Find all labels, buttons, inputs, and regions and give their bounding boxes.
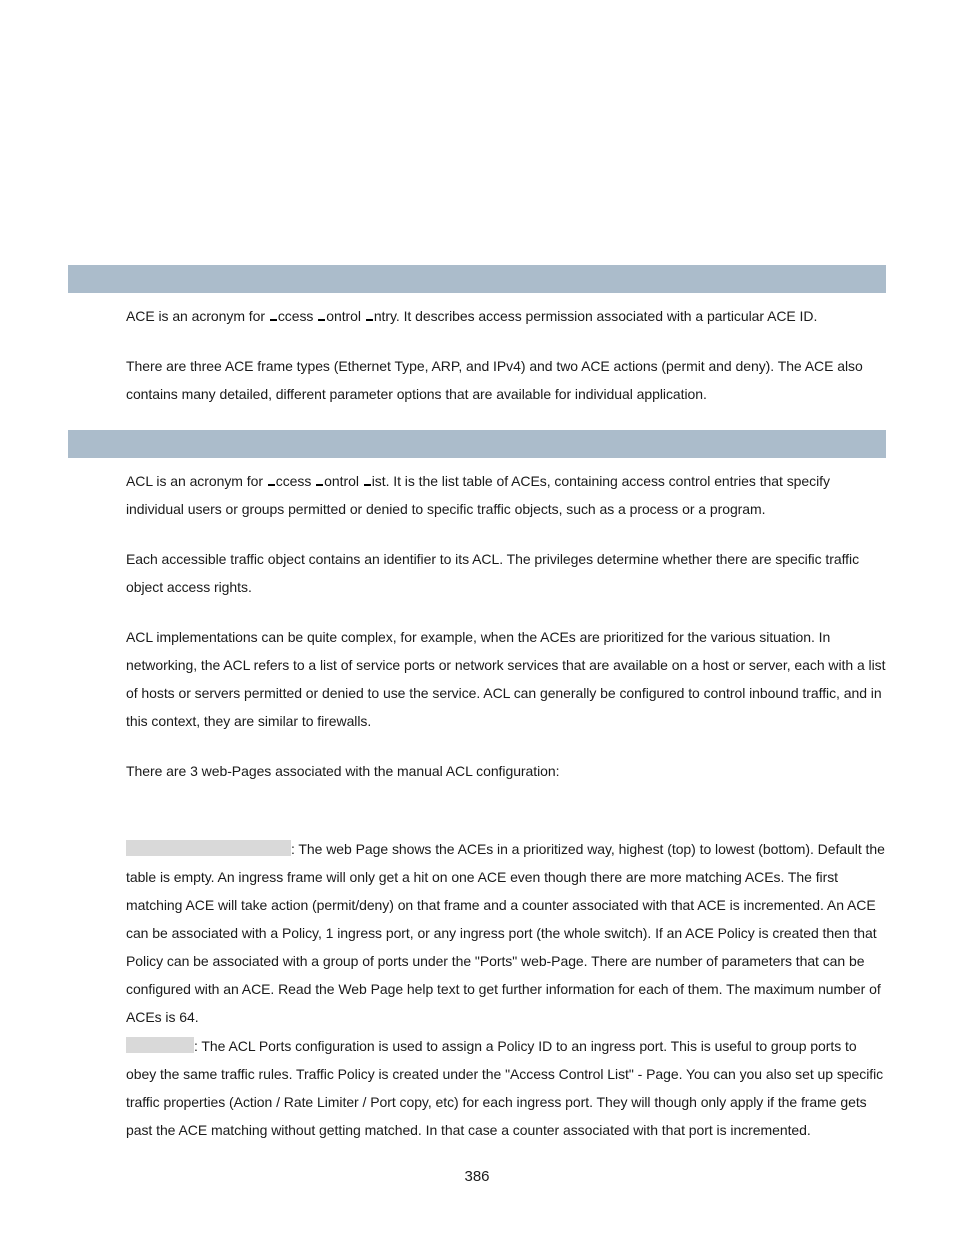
acl-implementations: ACL implementations can be quite complex, for example, when the ACEs are prioritized for the various situation. In networking, the ACL refers to a list of service ports or network services that are available on a host or server, each with a list of hosts or servers permitted or denied to use the service. ACL can generally be configured to control inbound traffic, and in this context, they are similar to firewalls. xyxy=(126,629,886,729)
acl-identifier: Each accessible traffic object contains an identifier to its ACL. The privileges determine whether there are specific traffic object access rights. xyxy=(126,551,860,595)
page-number: 386 xyxy=(464,1168,490,1185)
acl-web-pages-intro: There are 3 web-Pages associated with the manual ACL configuration: xyxy=(126,763,560,779)
acl-ports-description: : The ACL Ports configuration is used to assign a Policy ID to an ingress port. This is useful to group ports to obey the same traffic rules. Traffic Policy is created under the "Access Control List" - Page. You can you also set up specific traffic properties (Action / Rate Limiter / Port copy, etc) for each ingress port. They will though only apply if the frame gets past the ACE matching without getting matched. In that case a counter associated with that port is incremented. xyxy=(126,1038,884,1138)
ace-page-description: : The web Page shows the ACEs in a prioritized way, highest (top) to lowest (bottom). Default the table is empty. An ingress frame will only get a hit on one ACE even though there are more matching ACEs. The first matching ACE will take action (permit/deny) on that frame and a counter associated with that ACE is incremented. An ACE can be associated with a Policy, 1 ingress port, or any ingress port (the whole switch). If an ACE Policy is created then that Policy can be associated with a group of ports under the "Ports" web-Page. There are number of parameters that can be configured with an ACE. Read the Web Page help text to get further information for each of them. The maximum number of ACEs is 64. xyxy=(126,841,885,1025)
ace-frame-types: There are three ACE frame types (Ethernet Type, ARP, and IPv4) and two ACE actions (permit and deny). The ACE also contains many detailed, different parameter options that are available for individual application. xyxy=(126,358,863,402)
ace-definition: ACE is an acronym for ccess ontrol ntry. It describes access permission associated with a particular ACE ID. xyxy=(126,308,818,324)
redacted-page-name-ports xyxy=(126,1037,194,1053)
acl-definition: ACL is an acronym for ccess ontrol ist. It is the list table of ACEs, containing access control entries that specify individual users or groups permitted or denied to specific traffic objects, such as a process or a program. xyxy=(126,473,830,517)
redacted-page-name-ace xyxy=(126,840,291,856)
section-header-bar-acl xyxy=(68,430,886,458)
section-header-bar-ace xyxy=(68,265,886,293)
